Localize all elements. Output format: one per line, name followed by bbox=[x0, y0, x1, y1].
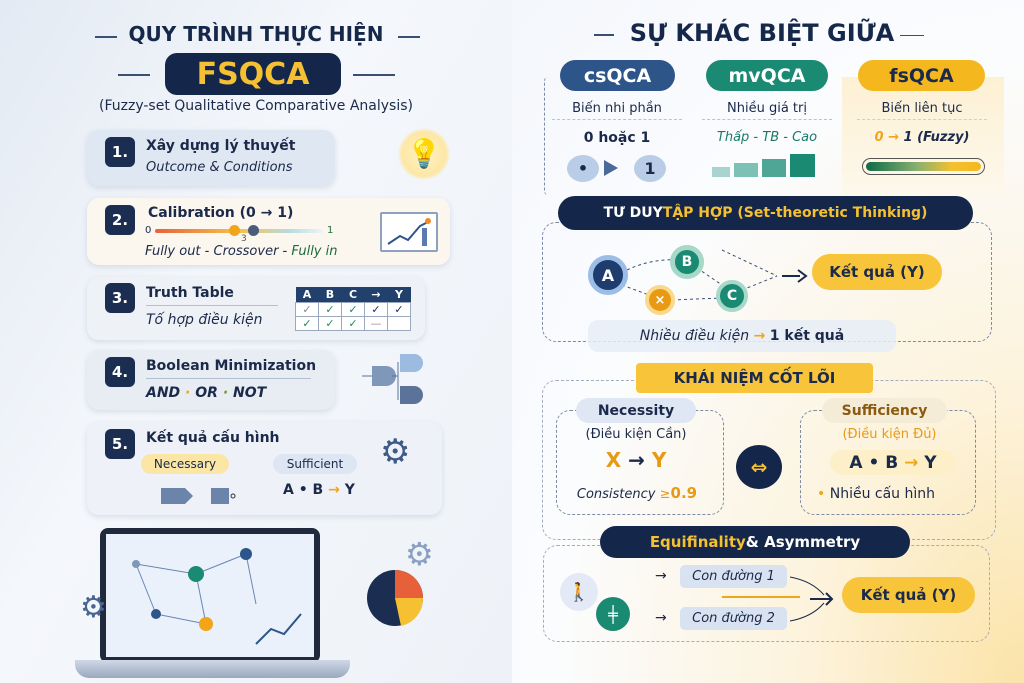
many-conditions-summary: Nhiều điều kiện → 1 kết quả bbox=[588, 320, 896, 352]
type-value: 0 hoặc 1 bbox=[583, 130, 651, 146]
core-concepts-banner: KHÁI NIỆM CỐT LÕI bbox=[636, 363, 873, 393]
level-bar bbox=[712, 167, 730, 177]
level-bar bbox=[790, 154, 815, 177]
step-subtitle: Tố hợp điều kiện bbox=[146, 312, 263, 328]
sufficiency-sub: (Điều kiện Đủ) bbox=[842, 427, 937, 442]
step-subtitle: Outcome & Conditions bbox=[146, 160, 293, 175]
person-icon: 🚶 bbox=[560, 573, 598, 611]
fsqca-pill: fsQCA bbox=[858, 60, 985, 91]
node-c: C bbox=[716, 280, 748, 312]
sufficiency-pill: Sufficiency bbox=[822, 398, 947, 423]
type-value: Thấp - TB - Cao bbox=[716, 130, 818, 145]
calibration-labels: Fully out - Crossover - Fully in bbox=[145, 244, 338, 259]
step-title: Boolean Minimization bbox=[146, 358, 317, 374]
step-number: 5. bbox=[105, 429, 135, 459]
csqca-pill: csQCA bbox=[560, 60, 675, 91]
truth-table: A B C → Y ✓ ✓ ✓ ✓ ✓ ✓ ✓ ✓ — bbox=[295, 287, 411, 331]
consistency-threshold: Consistency ≥0.9 bbox=[576, 484, 698, 502]
laptop-illustration bbox=[100, 528, 320, 663]
fsqca-badge: FSQCA bbox=[165, 53, 341, 95]
crossroad-icon: ╪ bbox=[596, 597, 630, 631]
sufficiency-bullet: • Nhiều cấu hình bbox=[817, 486, 935, 502]
boolean-operators: AND · OR · NOT bbox=[146, 385, 267, 401]
step-title: Kết quả cấu hình bbox=[146, 430, 280, 446]
divider bbox=[118, 74, 150, 76]
sufficient-formula: A • B → Y bbox=[283, 482, 355, 498]
equifinality-banner: Equifinality & Asymmetry bbox=[600, 526, 910, 558]
threshold-marker bbox=[248, 225, 259, 236]
level-bar bbox=[762, 159, 786, 177]
divider bbox=[146, 378, 311, 379]
pie-chart-icon bbox=[365, 568, 425, 628]
outcome-pill: Kết quả (Y) bbox=[812, 254, 942, 290]
arrow-icon bbox=[604, 160, 618, 176]
level-bar bbox=[734, 163, 758, 177]
step-title: Calibration (0 → 1) bbox=[148, 205, 294, 221]
gears-icon: ⚙ bbox=[405, 535, 434, 573]
scale-min: 0 bbox=[145, 225, 152, 236]
type-value: 0 → 1 (Fuzzy) bbox=[874, 130, 970, 145]
process-subtitle: (Fuzzy-set Qualitative Comparative Analysis) bbox=[99, 98, 413, 114]
divider bbox=[146, 305, 278, 306]
path-2: Con đường 2 bbox=[680, 607, 787, 630]
crossover-marker bbox=[229, 225, 240, 236]
type-desc: Biến nhi phần bbox=[552, 101, 682, 120]
fuzzy-gradient-bar bbox=[862, 158, 985, 175]
step-number: 1. bbox=[105, 137, 135, 167]
sufficiency-formula: A • B → Y bbox=[830, 450, 956, 475]
sufficient-tag: Sufficient bbox=[273, 454, 357, 474]
arrow-icon: → bbox=[655, 568, 667, 584]
comparison-title: SỰ KHÁC BIỆT GIỮA bbox=[629, 19, 895, 47]
puzzle-gear-icon: ⚙ bbox=[380, 432, 411, 472]
logic-gates-icon bbox=[352, 352, 442, 412]
chart-monitor-icon bbox=[380, 212, 438, 252]
scale-max: 1 bbox=[327, 225, 334, 236]
path-convergence-lines bbox=[712, 575, 837, 625]
arrow-icon: → bbox=[655, 610, 667, 626]
necessity-sub: (Điều kiện Cần) bbox=[585, 427, 687, 442]
step-number: 2. bbox=[105, 205, 135, 235]
binary-one-icon: 1 bbox=[634, 155, 666, 182]
node-x: × bbox=[645, 285, 675, 315]
step-title: Truth Table bbox=[146, 285, 234, 301]
divider bbox=[353, 74, 395, 76]
necessity-formula: X → Y bbox=[605, 448, 667, 472]
gear-icon: ⚙ bbox=[80, 590, 107, 625]
node-a: A bbox=[588, 255, 628, 295]
laptop-base bbox=[75, 660, 350, 678]
type-desc: Biến liên tục bbox=[857, 101, 987, 120]
necessary-tag: Necessary bbox=[141, 454, 229, 474]
process-title: QUY TRÌNH THỰC HIỆN bbox=[128, 22, 384, 46]
step-number: 3. bbox=[105, 283, 135, 313]
binary-zero-icon: • bbox=[567, 155, 599, 182]
step-number: 4. bbox=[105, 357, 135, 387]
scale-mid: 3 bbox=[241, 234, 247, 244]
type-desc: Nhiều giá trị bbox=[702, 101, 832, 120]
outcome-pill-2: Kết quả (Y) bbox=[842, 577, 975, 613]
bidirectional-arrow-icon: ⇔ bbox=[736, 445, 782, 489]
logic-gates-icon bbox=[155, 484, 245, 504]
lightbulb-icon: 💡 bbox=[398, 128, 450, 180]
path-1: Con đường 1 bbox=[680, 565, 787, 588]
set-thinking-banner: TƯ DUY TẬP HỢP (Set-theoretic Thinking) bbox=[558, 196, 973, 230]
network-graph bbox=[106, 534, 314, 657]
step-title: Xây dựng lý thuyết bbox=[146, 138, 296, 154]
node-b: B bbox=[670, 245, 704, 279]
mvqca-pill: mvQCA bbox=[706, 60, 828, 91]
comparison-panel bbox=[512, 0, 1024, 683]
necessity-pill: Necessity bbox=[576, 398, 696, 423]
